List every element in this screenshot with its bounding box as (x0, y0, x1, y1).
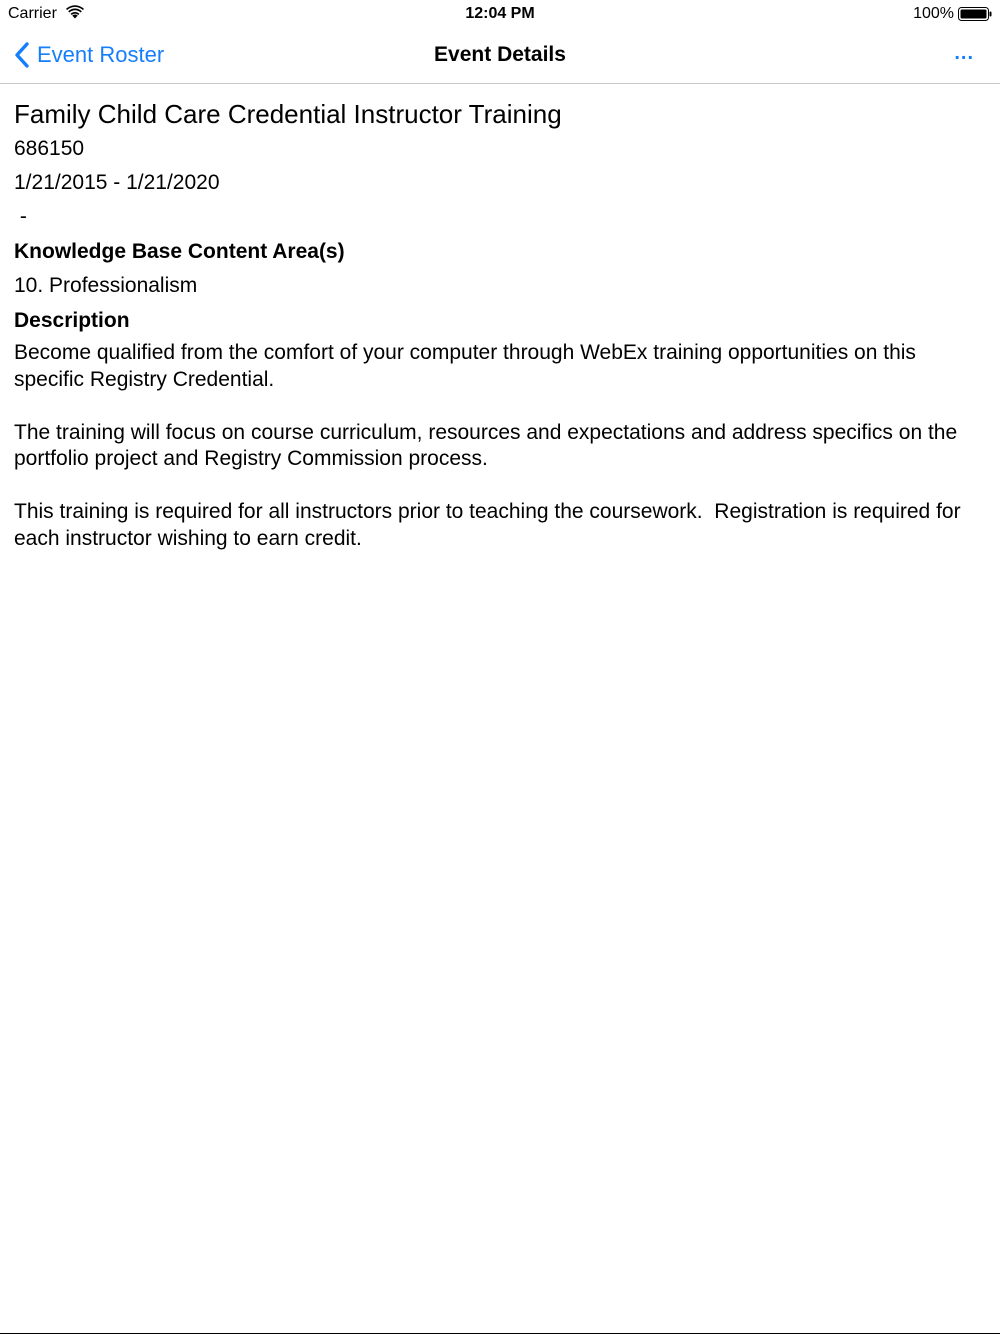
event-title: Family Child Care Credential Instructor Training (14, 99, 562, 129)
description-paragraph: Become qualified from the comfort of your computer through WebEx training opportunities on this specific Registry Credential. (14, 341, 922, 391)
description-paragraph: This training is required for all instructors prior to teaching the coursework. Registration is required for each instructor wishing to earn credit. (14, 500, 967, 550)
event-separator: - (14, 205, 27, 228)
description-heading: Description (14, 309, 130, 332)
event-id: 686150 (14, 137, 85, 160)
event-dates: 1/21/2015 - 1/21/2020 (14, 171, 220, 194)
navigation-bar (0, 28, 1000, 84)
event-details-content (14, 96, 989, 579)
status-time: 12:04 PM (465, 5, 535, 22)
description-paragraph: The training will focus on course curriculum, resources and expectations and address specifics on the portfolio project and Registry Commission process. (14, 420, 963, 470)
battery-percentage: 100% (913, 5, 954, 22)
battery-icon (958, 7, 992, 21)
content-area-value: 10. Professionalism (14, 274, 198, 297)
back-button-label: Event Roster (37, 42, 165, 67)
carrier-label: Carrier (8, 5, 57, 22)
more-options-button[interactable]: ... (954, 42, 974, 64)
content-area-heading: Knowledge Base Content Area(s) (14, 240, 345, 263)
status-bar (0, 0, 1000, 28)
page-title: Event Details (434, 43, 566, 66)
description-body (14, 340, 989, 552)
